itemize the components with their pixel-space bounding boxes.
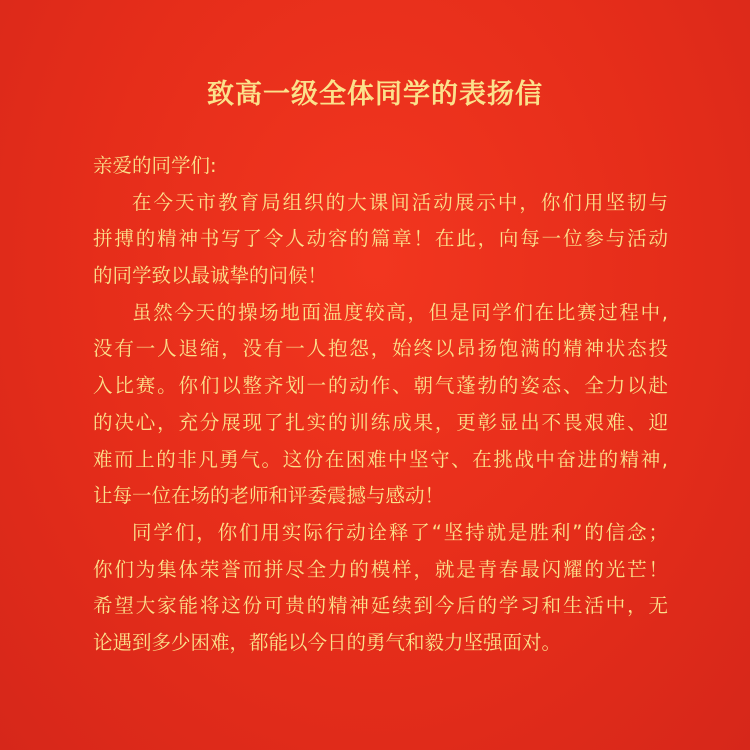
paragraph-line: 同学们，你们用实际行动诠释了“坚持就是胜利”的信念； (132, 520, 668, 544)
paragraph-line: 论遇到多少困难，都能以今日的勇气和毅力坚强面对。 (93, 630, 562, 654)
paragraph-1 (93, 185, 668, 295)
paragraph-line: 的同学致以最诚挚的问候！ (93, 264, 328, 288)
letter-body (93, 148, 668, 662)
paragraph-line: 入比赛。你们以整齐划一的动作、朝气蓬勃的姿态、全力以赴 (93, 374, 668, 398)
letter-title: 致高一级全体同学的表扬信 (207, 79, 543, 110)
paragraph-line: 没有一人退缩，没有一人抱怨，始终以昂扬饱满的精神状态投 (93, 337, 668, 361)
paragraph-line: 让每一位在场的老师和评委震撼与感动！ (93, 484, 445, 508)
paragraph-line: 希望大家能将这份可贵的精神延续到今后的学习和生活中，无 (93, 594, 668, 618)
paragraph-line: 你们为集体荣誉而拼尽全力的模样，就是青春最闪耀的光芒！ (93, 557, 668, 581)
paragraph-line: 在今天市教育局组织的大课间活动展示中，你们用坚韧与 (132, 190, 668, 214)
paragraph-line: 的决心，充分展现了扎实的训练成果，更彰显出不畏艰难、迎 (93, 410, 668, 434)
paragraph-line: 虽然今天的操场地面温度较高，但是同学们在比赛过程中, (132, 300, 668, 324)
paragraph-3 (93, 515, 668, 662)
paragraph-line: 拼搏的精神书写了令人动容的篇章！在此，向每一位参与活动 (93, 227, 668, 251)
paragraph-line: 难而上的非凡勇气。这份在困难中坚守、在挑战中奋进的精神, (93, 447, 668, 471)
letter-greeting: 亲爱的同学们: (93, 154, 217, 177)
paragraph-2 (93, 295, 668, 515)
